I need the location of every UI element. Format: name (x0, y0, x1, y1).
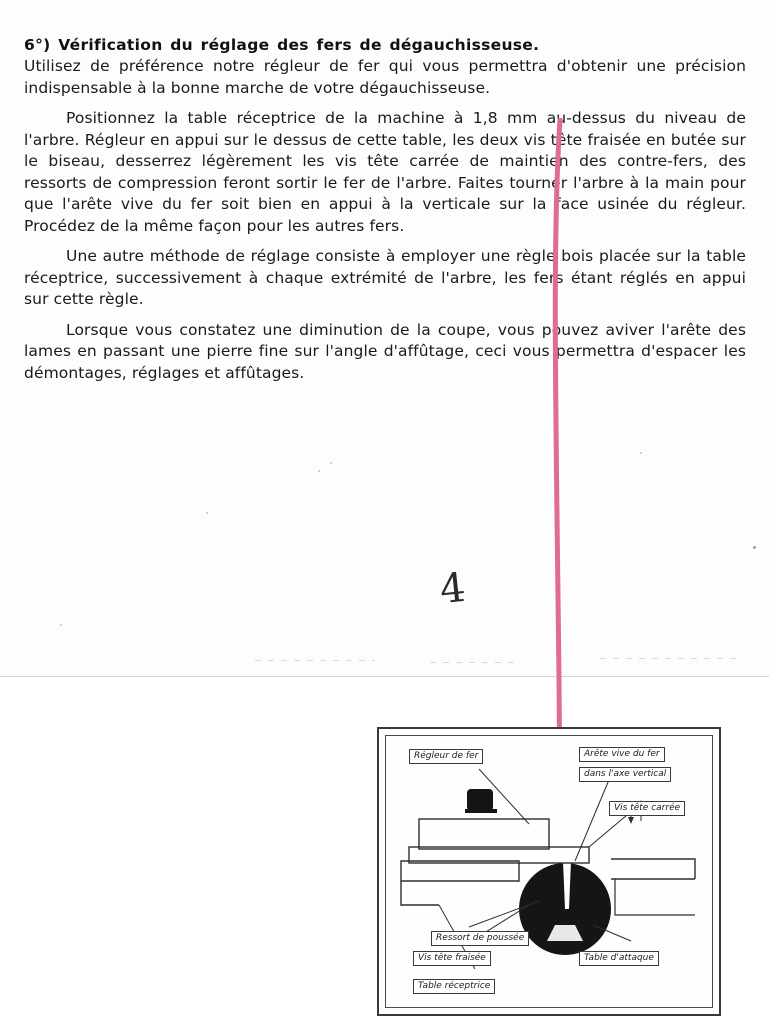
figure-label-axe-vertical: dans l'axe vertical (579, 767, 671, 782)
figure-label-table-dattaque: Table d'attaque (579, 951, 659, 966)
paragraph-1: Utilisez de préférence notre régleur de fer qui vous permettra d'obtenir une précision indispensable à la bonne marche de votre dégauchisseuse. (24, 57, 746, 97)
paragraph-2: Positionnez la table réceptrice de la machine à 1,8 mm au-dessus du niveau de l'arbre. Régleur en appui sur le dessus de cette table, les deux vis tête fraisée en butée sur le biseau, desserrez légèrement les vis tête carrée de maintien des contre-fers, des ressorts de compression feront sortir le fer de l'arbre. Faites tourner l'arbre à la main pour que l'arête vive du fer soit bien en appui à la verticale sur la face usinée du régleur. Procédez de la même façon pour les autres fers. (24, 109, 746, 235)
figure-label-arete-vive: Arête vive du fer (579, 747, 665, 762)
scan-speckle (640, 452, 642, 454)
figure-label-vis-tete-fraisee: Vis tête fraisée (413, 951, 491, 966)
figure-label-ressort-de-poussee: Ressort de poussée (431, 931, 529, 946)
figure-label-table-receptrice: Table réceptrice (413, 979, 495, 994)
scan-artifact-line (600, 658, 740, 659)
scan-speckle (206, 512, 208, 514)
scan-speckle (330, 462, 332, 464)
machine-diagram-figure (377, 727, 721, 1016)
page-title: 6°) Vérification du réglage des fers de dégauchisseuse. (24, 36, 540, 54)
paragraph-4: Lorsque vous constatez une diminution de la coupe, vous pouvez aviver l'arête des lames en passant une pierre fine sur l'angle d'affûtage, ceci vous permettra d'espacer les démontages, réglages et affûtages. (24, 320, 746, 382)
scan-speckle (753, 546, 756, 549)
scan-speckle (318, 470, 320, 472)
page-number: 4 (437, 564, 468, 614)
scan-speckle (60, 624, 62, 626)
figure-label-vis-tete-carree: Vis tête carrée (609, 801, 685, 816)
figure-label-regleur-de-fer: Régleur de fer (409, 749, 483, 764)
scan-artifact-line (255, 660, 375, 661)
document-text-block (24, 36, 746, 384)
scan-artifact-line (430, 662, 520, 663)
paragraph-3: Une autre méthode de réglage consiste à employer une règle bois placée sur la table réceptrice, successivement à chaque extrémité de l'arbre, les fers étant réglés en appui sur cette règle. (24, 247, 746, 308)
